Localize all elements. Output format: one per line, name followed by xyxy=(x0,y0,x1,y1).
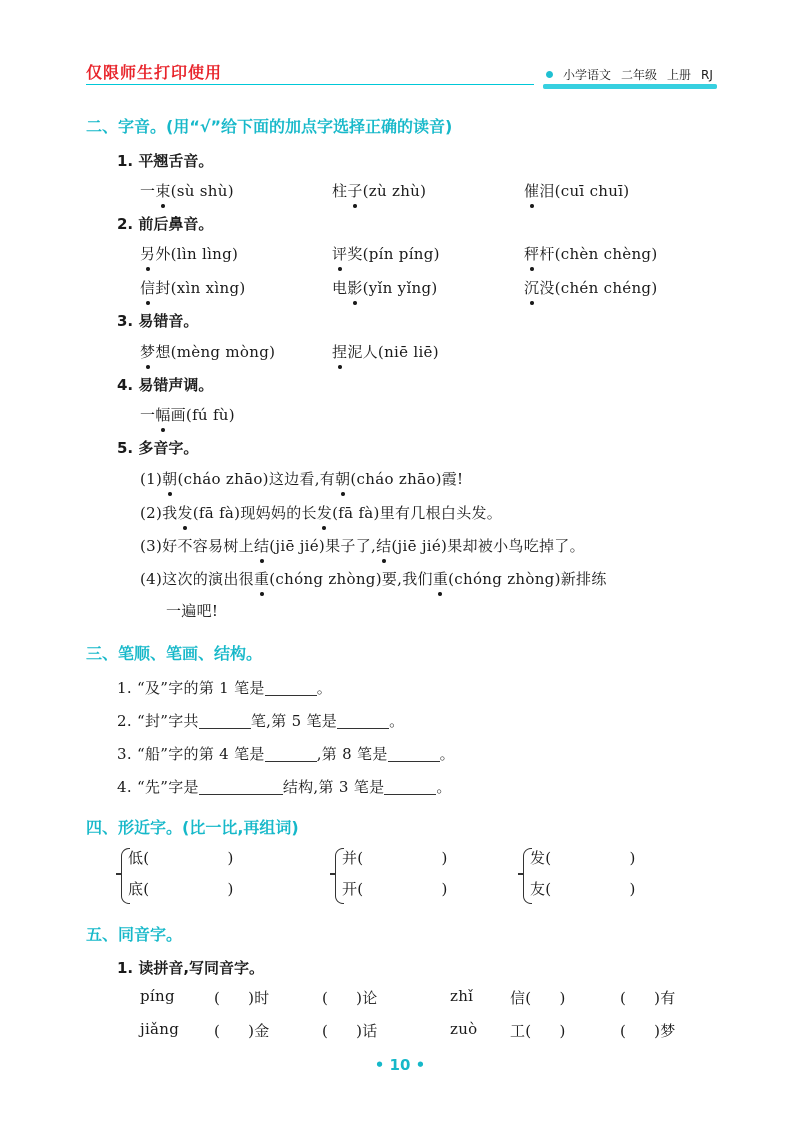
answer-blank[interactable] xyxy=(384,778,436,795)
homophone-blank: ( )话 xyxy=(322,1022,378,1040)
header-rule xyxy=(86,84,534,85)
pinyin-item: 一幅画(fú fù) xyxy=(140,406,235,424)
subject-label: 小学语文 xyxy=(563,68,612,82)
pinyin-item: 另外(lìn lìng) xyxy=(140,245,239,263)
section-5-title: 五、同音字。 xyxy=(86,925,183,944)
homophone-blank: ( )梦 xyxy=(620,1022,676,1040)
polyphone-sentence-continued: 一遍吧! xyxy=(166,602,219,620)
similar-char-item: 友( ) xyxy=(530,880,636,898)
similar-char-item: 并( ) xyxy=(342,849,448,867)
stroke-question: 2. “封”字共 笔,第 5 笔是 。 xyxy=(117,712,405,730)
question-2-4-title: 4. 易错声调。 xyxy=(117,376,214,394)
stroke-question: 4. “先”字是 结构,第 3 笔是 。 xyxy=(117,778,452,796)
pinyin-label: jiǎng xyxy=(140,1020,180,1038)
page-number: • 10 • xyxy=(374,1056,426,1074)
homophone-blank: ( )金 xyxy=(214,1022,270,1040)
pinyin-item: 催泪(cuī chuī) xyxy=(524,182,630,200)
pinyin-item: 评奖(pín píng) xyxy=(332,245,440,263)
similar-char-item: 底( ) xyxy=(128,880,234,898)
question-2-3-title: 3. 易错音。 xyxy=(117,312,199,330)
question-2-1-title: 1. 平翘舌音。 xyxy=(117,152,214,170)
grade-label: 二年级 xyxy=(621,68,658,82)
section-3-title: 三、笔顺、笔画、结构。 xyxy=(86,644,263,663)
polyphone-sentence: (1)朝(cháo zhāo)这边看,有朝(cháo zhāo)霞! xyxy=(140,470,464,488)
polyphone-sentence: (2)我发(fā fà)现妈妈的长发(fā fà)里有几根白头发。 xyxy=(140,504,503,522)
pinyin-item: 秤杆(chèn chèng) xyxy=(524,245,658,263)
stroke-question: 3. “船”字的第 4 笔是 ,第 8 笔是 。 xyxy=(117,745,455,763)
answer-blank[interactable] xyxy=(199,712,251,729)
homophone-blank: ( )时 xyxy=(214,989,270,1007)
pinyin-item: 捏泥人(niē liē) xyxy=(332,343,439,361)
edition-label: RJ xyxy=(701,68,713,82)
pinyin-item: 梦想(mèng mòng) xyxy=(140,343,276,361)
pinyin-item: 沉没(chén chéng) xyxy=(524,279,658,297)
answer-blank[interactable] xyxy=(265,745,317,762)
answer-blank[interactable] xyxy=(265,679,317,696)
header-info xyxy=(546,66,723,83)
pinyin-label: píng xyxy=(140,987,175,1005)
question-5-1-title: 1. 读拼音,写同音字。 xyxy=(117,959,265,977)
section-4-title: 四、形近字。(比一比,再组词) xyxy=(86,818,299,837)
pinyin-item: 一束(sù shù) xyxy=(140,182,234,200)
pinyin-item: 柱子(zù zhù) xyxy=(332,182,427,200)
pinyin-item: 信封(xìn xìng) xyxy=(140,279,246,297)
polyphone-sentence: (4)这次的演出很重(chóng zhòng)要,我们重(chóng zhòng)新排练 xyxy=(140,570,607,588)
watermark-label: 仅限师生打印使用 xyxy=(86,63,223,82)
similar-char-item: 开( ) xyxy=(342,880,448,898)
similar-char-item: 发( ) xyxy=(530,849,636,867)
homophone-blank: ( )论 xyxy=(322,989,378,1007)
pinyin-label: zuò xyxy=(450,1020,478,1038)
similar-char-item: 低( ) xyxy=(128,849,234,867)
pinyin-label: zhǐ xyxy=(450,987,474,1005)
homophone-blank: ( )有 xyxy=(620,989,676,1007)
answer-blank[interactable] xyxy=(199,778,283,795)
section-2-title: 二、字音。(用“√”给下面的加点字选择正确的读音) xyxy=(86,117,453,136)
homophone-blank: 工( ) xyxy=(510,1022,566,1040)
volume-label: 上册 xyxy=(667,68,692,82)
bullet-dot-icon xyxy=(546,71,553,78)
question-2-5-title: 5. 多音字。 xyxy=(117,439,199,457)
stroke-question: 1. “及”字的第 1 笔是 。 xyxy=(117,679,333,697)
polyphone-sentence: (3)好不容易树上结(jiē jié)果子了,结(jiē jié)果却被小鸟吃掉了。 xyxy=(140,537,585,555)
answer-blank[interactable] xyxy=(337,712,389,729)
homophone-blank: 信( ) xyxy=(510,989,566,1007)
pinyin-item: 电影(yǐn yǐng) xyxy=(332,279,438,297)
question-2-2-title: 2. 前后鼻音。 xyxy=(117,215,214,233)
answer-blank[interactable] xyxy=(388,745,440,762)
header-bar xyxy=(543,84,717,89)
